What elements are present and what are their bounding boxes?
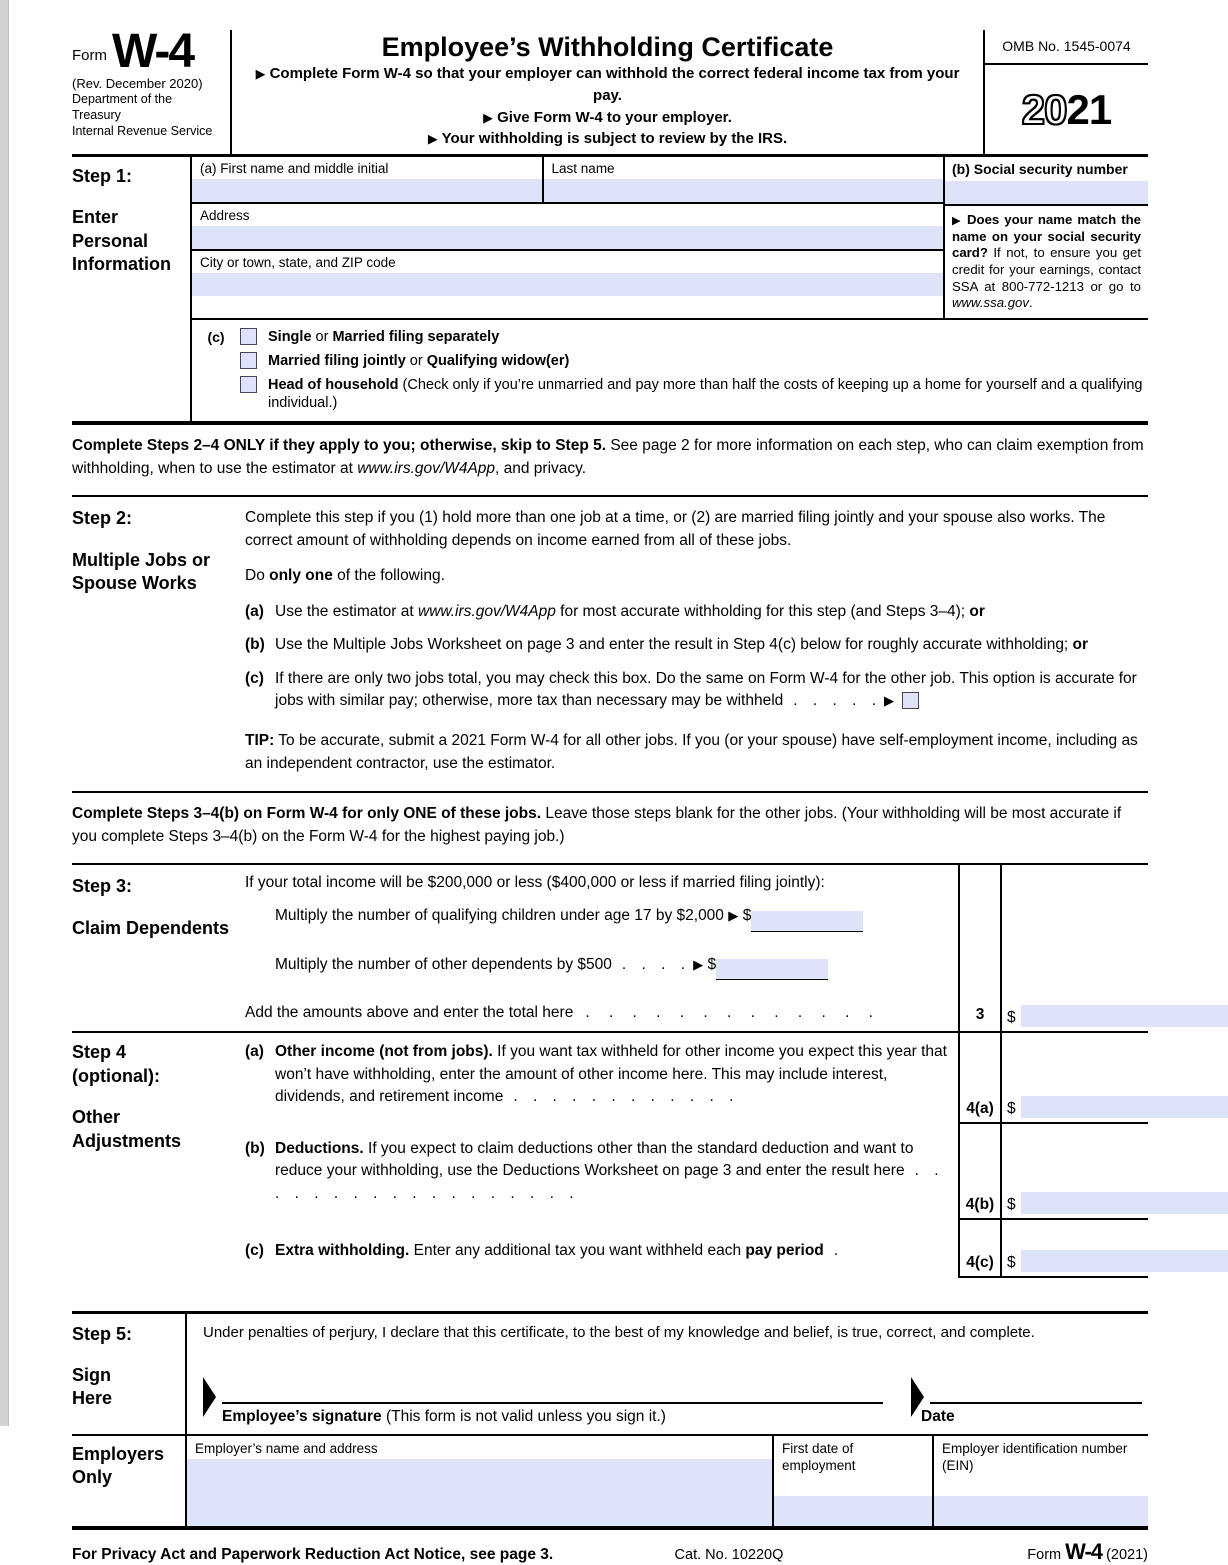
deductions-item <box>245 1138 952 1205</box>
city-input[interactable] <box>192 273 943 296</box>
following-text: of the following. <box>332 567 445 585</box>
row4a-amount-cell <box>1002 1033 1148 1123</box>
row4a-number: 4(a) <box>966 1099 994 1117</box>
step4-number: Step 4 <box>72 1042 127 1063</box>
footer-form-number: W-4 <box>1065 1538 1103 1564</box>
step2b-item <box>245 634 1148 656</box>
dollar-sign: $ <box>1007 1099 1016 1117</box>
married-jointly-checkbox[interactable] <box>240 352 257 369</box>
employers-only-section <box>72 1436 1148 1530</box>
step2b-tag: (b) <box>245 636 265 654</box>
form-header <box>72 25 1148 157</box>
do-text: Do <box>245 567 270 585</box>
line3-number: 3 <box>975 1006 985 1024</box>
employers-label-line1: Employers <box>72 1443 165 1464</box>
step2a-r2: for most accurate withholding for this step (and Steps 3–4); <box>555 602 970 620</box>
line3-amount-cell <box>1002 865 1148 1031</box>
married-jointly-bold: Married filing jointly <box>268 352 406 369</box>
tip-bold: TIP: <box>245 732 275 750</box>
arrow-icon: ▶ <box>884 693 895 708</box>
other-income-rest: If you want tax withheld for other income you expect this year that won’t have withholding, enter the amount of other income here. This may include interest, dividends, and retirement income <box>275 1043 947 1106</box>
single-bold: Single <box>268 328 312 345</box>
step3-number: Step 3: <box>72 876 133 897</box>
step4-title-line2: Adjustments <box>72 1130 182 1151</box>
w4app-link: www.irs.gov/W4App <box>357 459 496 477</box>
other-income-input[interactable] <box>1021 1096 1228 1118</box>
header-bullet-1 <box>240 63 975 107</box>
deductions-rest: If you expect to claim deductions other than the standard deduction and want to reduce your withholding, use the Deductions Worksheet on page 3 and enter the result here <box>275 1139 914 1180</box>
row4c-amount-cell <box>1002 1220 1148 1277</box>
footer-form-id <box>901 1539 1149 1565</box>
notice2-text: Leave those steps blank for the other jobs. (Your withholding will be most accurate if you complete Steps 3–4(b) on the Form W-4 for the highest paying job.) <box>72 805 1122 845</box>
signature-caption <box>203 1408 902 1426</box>
notice1-text: See page 2 for more information on each step, who can claim exemption from withholding, when to use the estimator at <box>72 437 1144 477</box>
step2b-text <box>275 634 1148 656</box>
step2-do-one <box>245 565 1148 587</box>
steps-2-4-notice <box>72 425 1148 497</box>
step1-number: Step 1: <box>72 166 133 186</box>
step4a-text <box>275 1041 952 1108</box>
header-bullet-3 <box>240 128 975 150</box>
step1-section <box>72 157 1148 425</box>
head-of-household-rest: (Check only if you’re unmarried and pay more than half the costs of keeping up a home for yourself and a qualifying individual.) <box>268 377 1143 412</box>
step2b-or-bold: or <box>1072 636 1089 654</box>
header-bullet-2 <box>240 107 975 129</box>
step1c-tag: (c) <box>207 328 225 345</box>
header-bullet-3-text: Your withholding is subject to review by the IRS. <box>441 130 788 148</box>
form-word: Form <box>72 46 107 64</box>
arrow-icon: ▶ <box>255 66 266 81</box>
other-income-row <box>245 1033 1148 1123</box>
extra-withholding-bold: Extra withholding. <box>275 1242 410 1260</box>
filing-option-head-label <box>268 376 1148 412</box>
arrow-icon: ▶ <box>427 131 438 147</box>
filing-option-single <box>240 328 1148 346</box>
dot-leader: . <box>833 1242 839 1260</box>
step2a-or-bold: or <box>969 602 985 620</box>
ein-label: Employer identification number (EIN) <box>942 1440 1128 1474</box>
page-title: Employee’s Withholding Certificate <box>381 32 834 62</box>
only-one-bold: only one <box>269 567 333 585</box>
step2a-r1: Use the estimator at <box>275 602 419 620</box>
employer-name-cell <box>187 1436 772 1526</box>
dollar-sign: $ <box>1007 1196 1016 1214</box>
ein-input[interactable] <box>934 1496 1148 1526</box>
step2-number: Step 2: <box>72 508 133 529</box>
page-edge <box>0 0 9 1426</box>
ssn-input[interactable] <box>945 181 1148 204</box>
ssn-note-bold: Does your name match the name on your social security card? <box>952 212 1141 261</box>
step5-title-line1: Sign <box>72 1365 111 1386</box>
step2-title: Multiple Jobs or Spouse Works <box>72 549 211 593</box>
head-of-household-checkbox[interactable] <box>240 376 257 393</box>
ssa-gov-link: www.ssa.gov <box>952 295 1029 311</box>
row4c-number: 4(c) <box>966 1253 994 1271</box>
catalog-number: Cat. No. 10220Q <box>674 1546 784 1563</box>
notice2-bold: Complete Steps 3–4(b) on Form W-4 for only ONE of these jobs. <box>72 805 542 823</box>
w4app-link: www.irs.gov/W4App <box>418 602 556 620</box>
filing-option-joint <box>240 352 1148 370</box>
step4-spacer <box>72 1278 1148 1311</box>
step2-body <box>245 507 1148 791</box>
filing-status-section <box>192 320 1148 422</box>
privacy-notice: For Privacy Act and Paperwork Reduction Act Notice, see page 3. <box>72 1545 554 1563</box>
step4b-text <box>275 1138 952 1205</box>
first-date-cell <box>772 1436 932 1526</box>
joint-or: or <box>405 352 427 369</box>
row4a-number-cell <box>958 1033 1002 1123</box>
address-label: Address <box>200 208 250 223</box>
employer-name-address-input[interactable] <box>187 1459 772 1525</box>
first-name-cell <box>192 157 544 202</box>
filing-option-head <box>240 376 1148 412</box>
form-number: W-4 <box>112 25 194 78</box>
name-row <box>192 157 943 204</box>
step2a-tag: (a) <box>245 602 264 620</box>
notice1-end: , and privacy. <box>495 459 587 477</box>
other-dependents-text: Multiply the number of other dependents by $500 <box>275 955 612 973</box>
footer-form-year: (2021) <box>1102 1546 1148 1563</box>
step2b-r1: Use the Multiple Jobs Worksheet on page 3 and enter the result in Step 4(c) below for roughly accurate withholding; <box>275 636 1073 654</box>
qualifying-children-line <box>245 907 954 932</box>
step2a-text <box>275 601 1148 623</box>
employers-label-line2: Only <box>72 1467 113 1488</box>
step2c-r1: If there are only two jobs total, you may check this box. Do the same on Form W-4 for the other job. This option is accurate for jobs with similar pay; otherwise, more tax than necessary may be withheld <box>275 669 1137 709</box>
line3-number-cell <box>958 865 1002 1031</box>
step4c-text <box>275 1240 952 1262</box>
other-dependents-line <box>245 956 954 981</box>
form-id-block <box>72 25 230 154</box>
last-name-label: Last name <box>551 161 615 176</box>
head-of-household-bold: Head of household <box>268 377 399 393</box>
dollar-sign: $ <box>742 907 752 925</box>
step2-intro: Complete this step if you (1) hold more than one job at a time, or (2) are married filing jointly and your spouse also works. The correct amount of withholding depends on income earned from all of these jobs. <box>245 509 1106 549</box>
step2-label <box>72 507 245 791</box>
row4c-number-cell <box>958 1220 1002 1277</box>
perjury-statement: Under penalties of perjury, I declare that this certificate, to the best of my knowledge and belief, is true, correct, and complete. <box>203 1323 1035 1341</box>
two-jobs-checkbox[interactable] <box>902 692 919 709</box>
step4-section <box>72 1033 1148 1277</box>
deductions-row <box>245 1124 1148 1220</box>
add-amounts-line <box>245 1004 954 1025</box>
step4-rows <box>245 1033 1148 1277</box>
married-separately-bold: Married filing separately <box>332 328 500 345</box>
notice1-bold: Complete Steps 2–4 ONLY if they apply to you; otherwise, skip to Step 5. <box>72 437 607 455</box>
other-income-bold: Other income (not from jobs). <box>275 1043 493 1061</box>
other-income-item <box>245 1041 952 1108</box>
filing-status-options <box>240 328 1148 413</box>
filing-option-joint-label <box>268 352 569 370</box>
ssn-note-rest: If not, to ensure you get credit for your earnings, contact SSA at 800-772-1213 or go to <box>952 245 1141 294</box>
first-name-input[interactable] <box>192 179 542 202</box>
ssn-note <box>945 204 1148 318</box>
signature-validity-note: (This form is not valid unless you sign it.) <box>381 1407 666 1425</box>
form-year <box>985 65 1148 154</box>
ssn-note-period: . <box>1028 295 1033 311</box>
step3-label <box>72 865 245 1031</box>
form-number-row <box>72 25 224 78</box>
step5-title-line2: Here <box>72 1388 113 1409</box>
last-name-input[interactable] <box>544 179 943 202</box>
dollar-sign: $ <box>707 955 717 973</box>
signature-captions <box>203 1408 1148 1426</box>
irs-line: Internal Revenue Service <box>72 124 213 139</box>
header-bullet-1-text: Complete Form W-4 so that your employer can withhold the correct federal income tax from your pay. <box>269 65 960 104</box>
step1-label <box>72 157 190 421</box>
employer-name-label: Employer’s name and address <box>195 1440 378 1456</box>
qualifying-children-amount-input[interactable] <box>751 911 863 932</box>
deductions-cell <box>245 1124 958 1220</box>
employee-signature-bold: Employee’s signature <box>222 1407 382 1425</box>
city-cell <box>192 251 943 296</box>
dot-leader: . . . . . . . . . . . . . . . . . . <box>275 1162 939 1202</box>
form-footer <box>72 1530 1148 1565</box>
step5-section <box>72 1311 1148 1436</box>
ssn-label: (b) Social security number <box>952 161 1128 177</box>
dollar-sign: $ <box>1007 1253 1016 1271</box>
step4b-tag: (b) <box>245 1139 265 1157</box>
step2c-item <box>245 668 1148 713</box>
ssn-column <box>943 157 1148 318</box>
year-solid-digits: 21 <box>1066 85 1112 133</box>
step1-body <box>190 157 1148 421</box>
city-label: City or town, state, and ZIP code <box>200 255 396 270</box>
qualifying-children-text: Multiply the number of qualifying children under age 17 by $2,000 <box>275 907 724 925</box>
extra-withholding-input[interactable] <box>1021 1250 1228 1272</box>
extra-withholding-rest: Enter any additional tax you want withheld each <box>409 1242 746 1260</box>
row4b-number-cell <box>958 1124 1002 1220</box>
step3-title: Claim Dependents <box>72 917 230 938</box>
single-or-married-separately-checkbox[interactable] <box>240 328 257 345</box>
extra-withholding-row <box>245 1220 1148 1277</box>
filing-option-single-label <box>268 328 499 346</box>
header-bullet-2-text: Give Form W-4 to your employer. <box>497 108 732 126</box>
step3-section <box>72 865 1148 1033</box>
deductions-input[interactable] <box>1021 1192 1228 1214</box>
tip-text: To be accurate, submit a 2021 Form W-4 for all other jobs. If you (or your spouse) have self-employment income, including as an independent contractor, use the estimator. <box>245 732 1138 772</box>
address-input[interactable] <box>192 226 943 249</box>
steps-3-4b-notice <box>72 793 1148 865</box>
arrow-icon: ▶ <box>728 908 739 924</box>
other-dependents-amount-input[interactable] <box>716 959 828 980</box>
step1-title: Enter Personal Information <box>72 207 171 275</box>
step5-number: Step 5: <box>72 1323 133 1344</box>
step1-fields <box>192 157 1148 320</box>
first-date-employment-input[interactable] <box>774 1496 932 1526</box>
step1-name-address-rows <box>192 157 943 318</box>
deductions-bold: Deductions. <box>275 1139 364 1157</box>
pay-period-bold: pay period <box>745 1242 824 1260</box>
step2a-item <box>245 601 1148 623</box>
employee-signature-line[interactable] <box>222 1378 883 1404</box>
step3-intro: If your total income will be $200,000 or less ($400,000 or less if married filing jointly): <box>245 874 825 892</box>
address-cell <box>192 204 943 251</box>
step5-label <box>72 1314 185 1434</box>
add-amounts-text: Add the amounts above and enter the total here <box>245 1004 574 1022</box>
extra-withholding-cell <box>245 1220 958 1277</box>
employers-only-body <box>185 1436 1148 1526</box>
qualifying-widow-bold: Qualifying widow(er) <box>426 352 570 369</box>
step4c-tag: (c) <box>245 1242 264 1260</box>
form-title-block <box>230 30 983 154</box>
arrow-icon: ▶ <box>693 956 704 972</box>
dollar-sign: $ <box>1007 1009 1016 1027</box>
year-outline-digits: 20 <box>1021 85 1067 133</box>
omb-year-block <box>983 30 1148 154</box>
arrow-icon: ▶ <box>952 215 962 227</box>
step4-title-line1: Other <box>72 1107 121 1128</box>
omb-number: OMB No. 1545-0074 <box>985 30 1148 65</box>
step4-optional: (optional): <box>72 1065 160 1086</box>
extra-withholding-item <box>245 1240 952 1262</box>
form-revision: (Rev. December 2020) <box>72 75 203 91</box>
step2c-text <box>275 668 1148 713</box>
ein-cell <box>932 1436 1148 1526</box>
date-caption: Date <box>921 1407 955 1425</box>
last-name-cell <box>544 157 943 202</box>
footer-form-word: Form <box>1027 1546 1062 1563</box>
form-content <box>72 25 1148 1565</box>
first-date-label: First date of employment <box>782 1440 856 1474</box>
row4b-number: 4(b) <box>965 1196 995 1214</box>
employers-only-label <box>72 1436 185 1526</box>
step2c-tag: (c) <box>245 669 264 687</box>
dot-leader: . . . . . . . . . . . . . <box>585 1004 873 1022</box>
single-or: or <box>311 328 333 345</box>
dept-treasury-line: Department of the Treasury <box>72 91 173 123</box>
step4a-tag: (a) <box>245 1043 264 1061</box>
dot-leader: . . . . <box>621 955 686 973</box>
arrow-icon: ▶ <box>483 109 493 125</box>
row4b-amount-cell <box>1002 1124 1148 1220</box>
first-name-label: (a) First name and middle initial <box>200 161 389 176</box>
step5-body <box>185 1314 1148 1434</box>
step3-body <box>245 865 958 1031</box>
other-income-cell <box>245 1033 958 1123</box>
date-line[interactable] <box>930 1378 1142 1404</box>
step4-label <box>72 1033 245 1277</box>
dot-leader: . . . . . . . . . . . . <box>513 1088 734 1106</box>
step2-tip <box>245 730 1148 775</box>
step2-section <box>72 497 1148 793</box>
signature-row <box>203 1377 1148 1404</box>
total-credits-input[interactable] <box>1021 1005 1228 1027</box>
dot-leader: . . . . . <box>793 692 877 709</box>
